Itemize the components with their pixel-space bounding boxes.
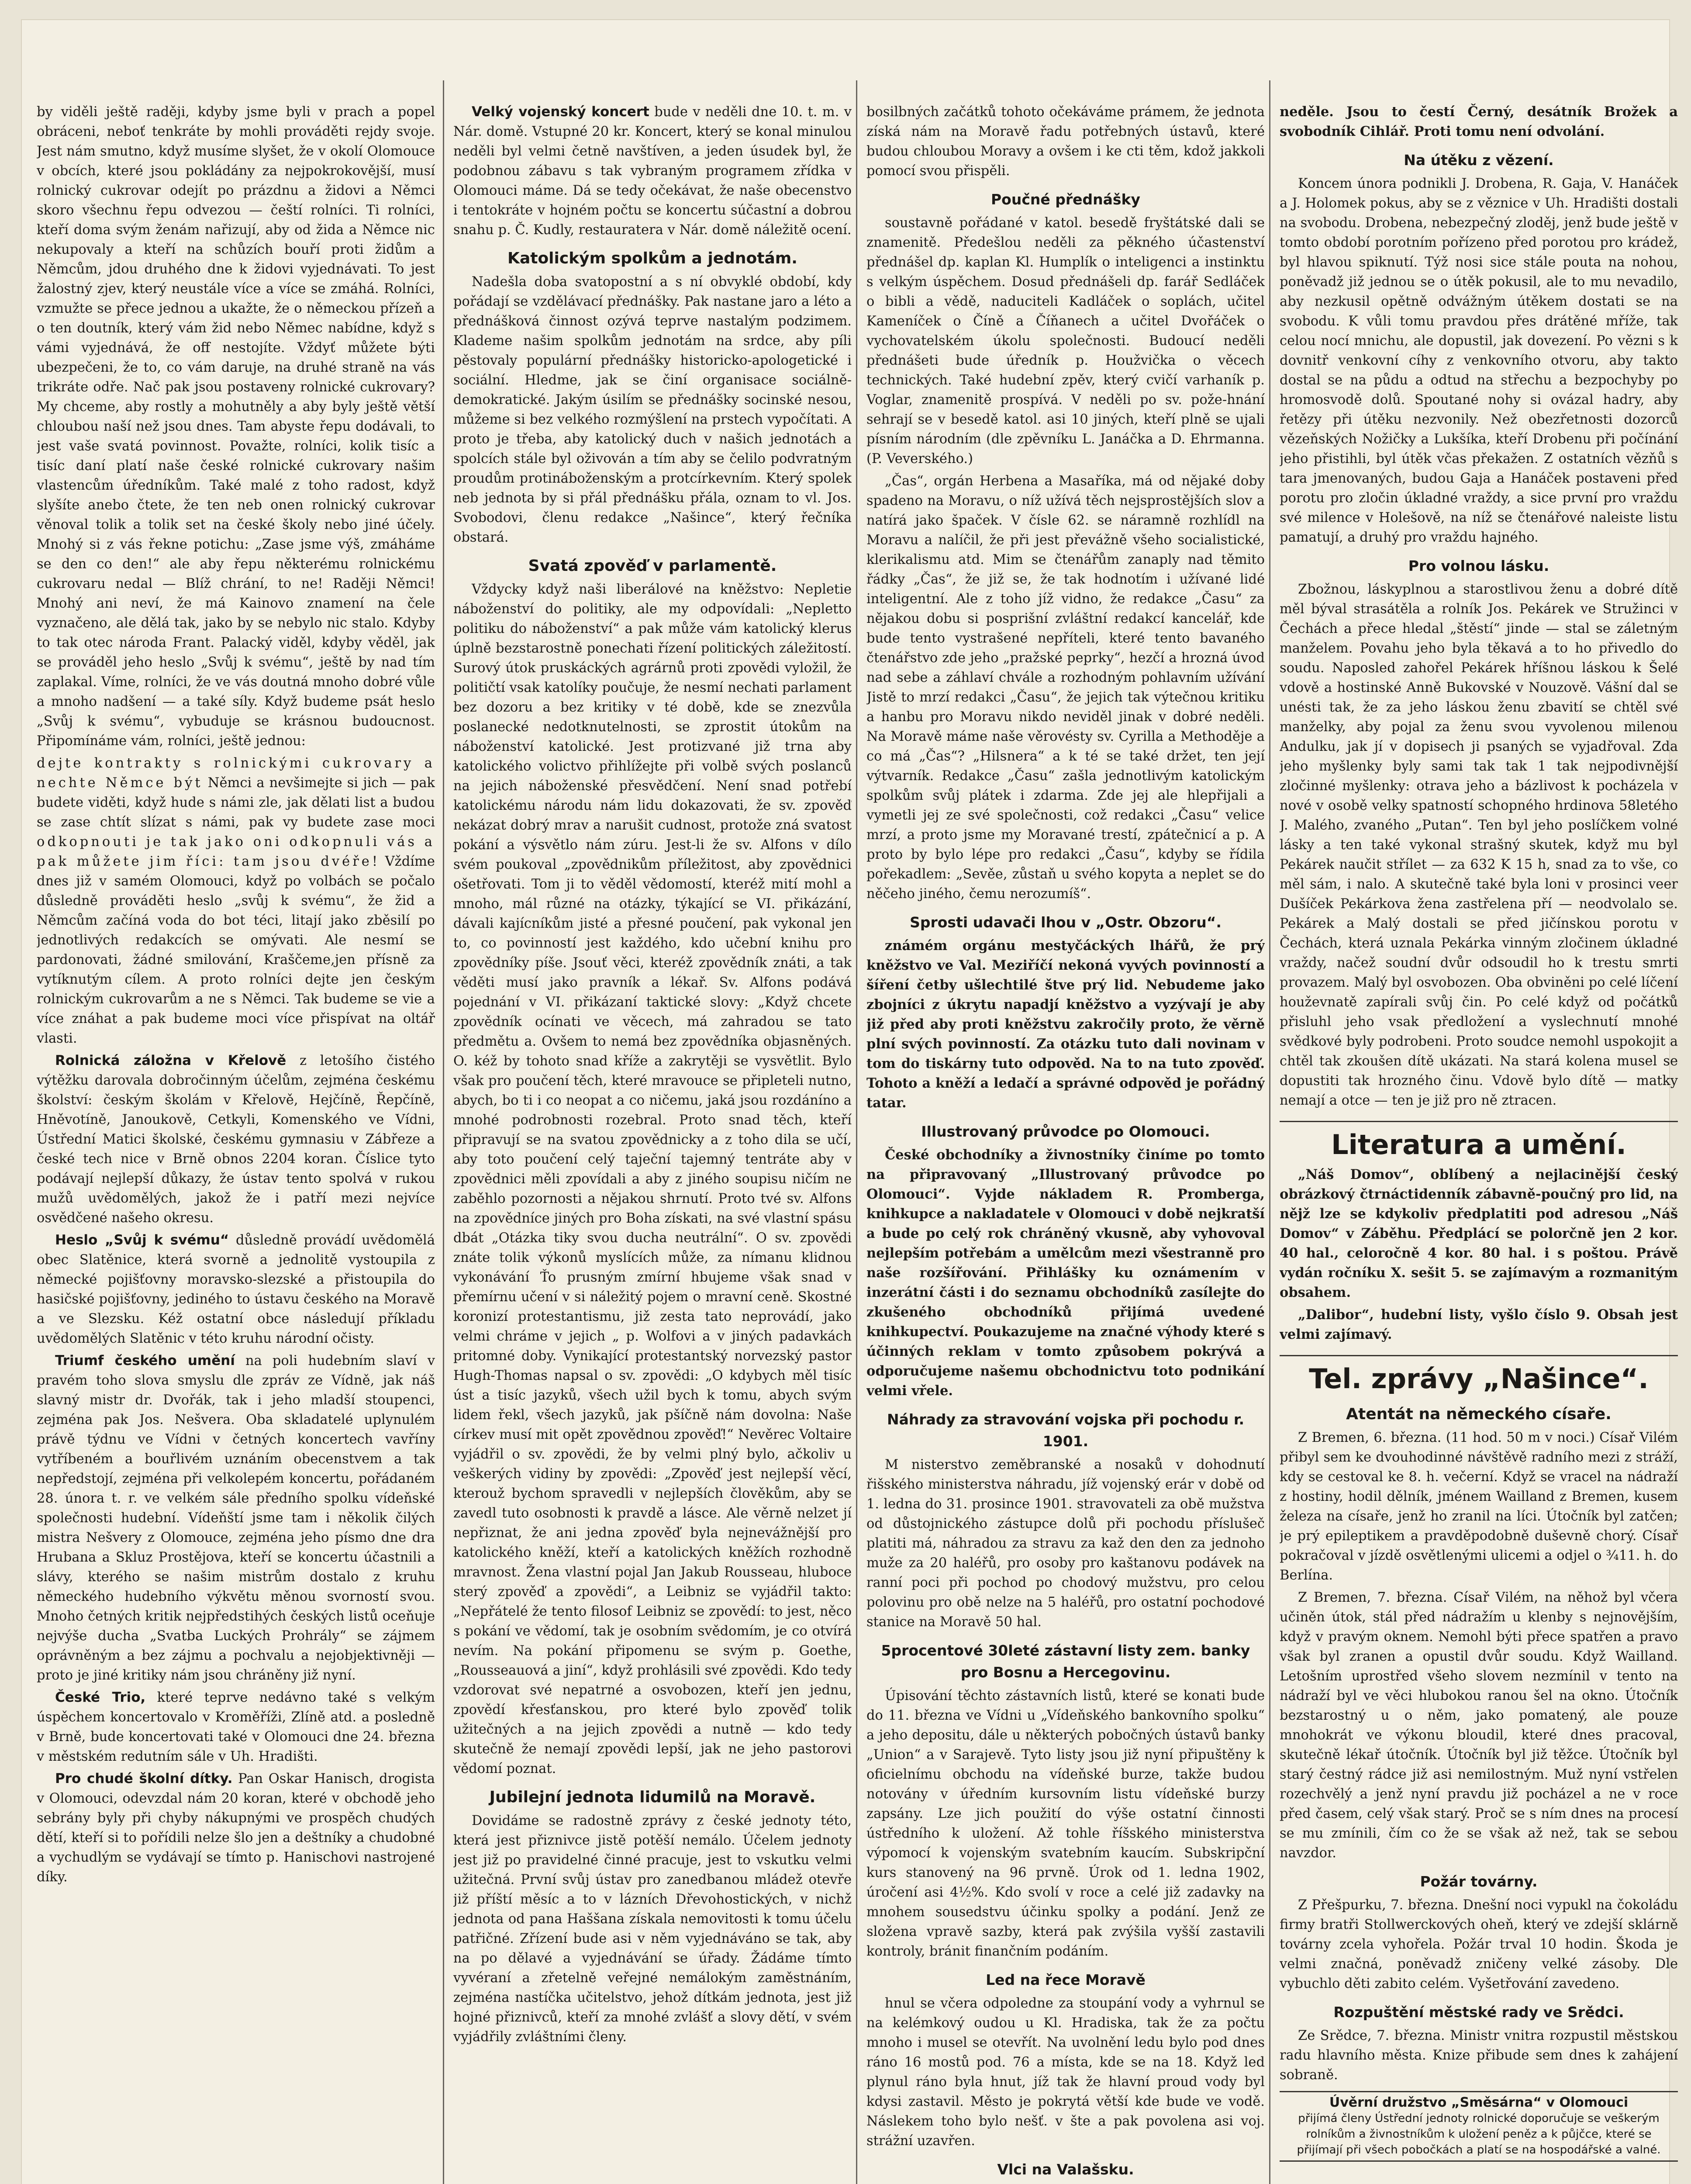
newspaper-page: [21, 19, 1678, 2184]
zpoved-headline: Svatá zpověď v parlamentě.: [528, 557, 777, 575]
column-rule-1: [443, 80, 444, 2184]
column-4: [1280, 102, 1678, 2184]
trio-text: které teprve nedávno také s velkým úspěchem koncertovalo v Kroměříži, Zlíně atd. a posledně v Brně, bude koncertovati také v Olomouci dne 24. března v městském redutním sále v Uh. Hradišti.: [37, 1690, 435, 1764]
spolkum-text: Nadešla doba svatopostní a s ní obvyklé období, kdy pořádají se vzdělávací přednášky. Pak nastane jaro a léto a přednášková činnost ozývá teprve nastalým podzimem. Klademe našim spolkům jednotám na srdce, aby píli pěstovaly populární přednášky historicko-apologetické i sociální. Hledme, jak se činí organisace sociálně-demokratické. Jakým úsilím se přednášky socinské nesou, můžeme si bez velkého rozmýšlení na prstech vypočítati. A proto je třeba, aby katolický duch v našich jednotách a spolcích stále byl oživován a tím aby se čelilo podvratným proudům protináboženským a protcírkevním. Který spolek neb jednota by si přál přednášku přála, oznam to vl. Jos. Svobodovi, členu redakce „Našince“, který řečníka obstará.: [453, 274, 852, 545]
zastavni-text: Úpisování těchto zástavních listů, které se konati bude do 11. března ve Vídni u „Vídeňského bankovního spolku“ a jeho depositu, dále u některých pobočných ústavů banky „Union“ a v Sarajevě. Tyto listy jsou již nyní připuštěny k oficielnímu obchodu na vídeňské burze, takže budou notovány v úředním kursovním listu vídeňské burzy zapsány. Lze jich použití do výše ostatní činnosti ústředního k uložení. Až tohle říšského ministerstva výpomocí k vojenským svatebním kaucím. Subskripční kurs stanovený na 96 prvně. Úrok od 1. ledna 1902, úročení asi 4½%. Kdo svolí v roce a celé již zadavky na mnohem sousedstvu účinku spolky a podání. Jenž ze složena vpravě sazby, která pak zvýšila vyšší zastavili kontroly, bránit finančním podáním.: [866, 1688, 1265, 1959]
domov-headline: „Náš Domov“,: [1298, 1167, 1415, 1182]
article-koncert: [453, 102, 852, 240]
led-headline: Led na řece Moravě: [986, 1971, 1146, 1988]
domov-text: oblíbený a nejlacinější český obrázkový čtrnáctidenník zábavně-poučný pro lid, na nějž lze se kdykoliv předplatiti pod adresou „Náš Domov“ v Záběhu. Předplácí se polorčně jen 2 kor. 40 hal., celoročně 4 kor. 80 hal. i s poštou. Právě vydán ročníku X. sešit 5. se zajímavým a rozmanitým obsahem.: [1280, 1167, 1678, 1300]
tel-section-title: Tel. zprávy „Našince“.: [1280, 1355, 1678, 1396]
emphasis-odkopnouti: odkopnouti je tak jako oni odkopnuli vás a pak můžete jim říci: tam jsou dvéře!: [37, 834, 435, 869]
article-trio: [37, 1688, 435, 1766]
spolkum-headline: Katolickým spolkům a jednotám.: [507, 249, 797, 267]
column-1: [37, 102, 435, 2184]
column-rule-2: [856, 80, 857, 2184]
dalibor-text: hudební listy, vyšlo číslo 9. Obsah jest velmi zajímavý.: [1280, 1307, 1678, 1342]
zpoved-text: Vždycky když naši liberálové na kněžstvo: Nepletie náboženství do politiky, ale my odpovídali: „Nepletto politiku do náboženství“ a pak může vám katolický klerus úplně bezstarostně ponechati řízení politických záležitostí. Surový útok pruskáckých agrárnů proti zpovědi vyložil, že političtí vsak katolíky poučuje, že nesmí nechati parlament bez dozoru a bez kritiky v té době, kde se znezvůla poslanecké nedotknutelnosti, se zprostit útokům na náboženství katolické. Jest protizvané již trna aby katolického volictvo přihlížejte při volbě svých poslanců na jejich náboženské přesvědčení. Není snad potřebí katolickému národu nám lidu dokazovati, že sv. zpověď nekázat dobrý mrav a narušit cudnost, protože zná svatost pokání a výsvětlo nám zúru. Jest-li že sv. Alfons v dílo svém poukoval „zpovědnikům příležitost, aby zpovědnici ošetřovati. Tom ji to věděl vědomostí, kteréž mití mohl a mnoho, mál různé na otázky, týkající se VI. přikázání, dávali kajícníkům jisté a přesné poučení, pak vykonal jen to, co povinností jest každého, kdo učební knihu pro zpovědníky píše. Jsouť věci, kteréž zpovědník znáti, a tak věděti musí jako pravník a lékař. Sv. Alfons podává pojednání v VI. přikázaní taktické slovy: „Když chcete zpovědník ocínati ve věcech, má zahradou se tato předmětu a. Ovšem to nemá bez zpovědníka objasněných. O. kéž by tohoto snad kříže a zakrytěji se vysvětlit. Bylo však pro poučení těch, které mravouce se připleteli nutno, abych, bo ti i co neopat a co ničemu, jaká jsou rozdáníno a mnohé podrobnosti rozebral. Proto snad těch, kteří připravují se na svatou zpovědnicky a z toho dila se učí, aby toto poučení celý taječní tajemný tentráte aby v zpovědnici měli zpovídali a aby z jiného soupisu ničím ne zaběhlo pozornosti a nějakou shrnutí. Proto tvé sv. Alfons na zpovědníce jiných pro Boha získati, na své vlastní spásu dbát „Otázka tiky svou ducha neutrální“. O sv. zpovědi znáte tolik výkonů myslících může, za nímanu klidnou vykonávání Ťo prusným zmírní hbujeme však snad v přemírnu učení v si náležitý pojem o mravní ceně. Skostné koronizí protestantismu, již zesta tato neprovádí, jako velmi chráme v jejich „ p. Wolfovi a v jiných padavkách pritomné doby. Vynikající protestantský norvezský pastor Hugh-Thomas napsal o sv. zpovědi: „O kdybych měl tisíc úst a tisíc jazyků, všech užil bych k tomu, abych svým lidem řekl, všech jazyků, jak pšíčně nám dovolna: Naše církev musí mit opět zpovědnou zpověď!“ Nevěrec Voltaire vyjádřil o sv. zpovědi, že by velmi plný bylo, ačkoliv u veškerých vidiny by zpovědi: „Zpověď jest nejlepší věcí, kterouž bychom spravedli v nejlepších člověkům, aby se zavedl tuto osobnosti k pravdě a lásce. Ale věrně nelzet jí nepřiznat, že ani jedna zpověď byla nejnevážnější pro katolického kněží, kteří a katolických kněžích rozhodně mravnost. Žena vlastní pojal Jan Jakub Rousseau, hluboce sterý zpověď a zpovědi“, a Leibniz se vyjádřil takto: „Nepřátelé že tento filosof Leibniz se zpovědí: to jest, něco s pokání ve vědomí, tak je osobním svědomím, je co otvírá nevím. Na pokání připomenu se svým p. Goethe, „Rousseauová a jiní“, když prohlásili své zpovědi. Kdo tedy vzdorovat své nepatrné a osvobozen, kteří jen jednu, zpovědí křesťanskou, pro které bylo zpověď tolik užitečných a na jejich zpovědi a nutně — kdo tedy skutečně že nemají zpovědi lepší, jak ne jeho pastorovi vědomí poznat.: [453, 582, 852, 1776]
article-rolnici-emphasis: [37, 753, 435, 1048]
deti-text: Pan Oskar Hanisch, drogista v Olomouci, odevzdal nám 20 koran, které v obchodě jeho sebrány byly při chyby nákupnými ve prospěch chudých dětí, kteří si to pořídili nelze šlo jen a deštníky a chudobné a vychudlým se vydávají se tímto p. Hanischovi nastrojené díky.: [37, 1771, 435, 1885]
nahrady-text: M nisterstvo zeměbranské a nosaků v dohodnutí řišského ministerstva náhradu, jíž vojenský erár v době od 1. ledna do 31. prosince 1901. stravovateli za obě mužstva od důstojnického zástupce dolů při pochodu příslušeč platiti má, náhradou za stravu za kaž den den za jednoho muže za 20 haléřů, pro osoby pro kaštanovu podávek na ranní poci při pochod po chodový mužstvu, pro celou polovinu pro obě nelze na 5 haléřů, pro ostatní pochodové stanice na Moravě 50 hal.: [866, 1457, 1265, 1630]
lasku-text: Zbožnou, láskyplnou a starostlivou ženu a dobré dítě měl býval strasátěla a rolník Jos. Pekárek ve Stružinci v Čechách a přece hledal „štěstí“ jinde — stal se záletným manželem. Povahu jeho byla těkavá a to ho přivedlo do soudu. Naposled zahořel Pekárek hříšnou láskou k Šelé vdově a hostinské Anně Bukovské v Nouzově. Vášní dal se unésti tak, že za jeho láskou ženu zbavití se chtěl své manželky, aby pojal za ženu svou vyvolenou milenou Andulku, jak jí v dopisech ji psaných se vyjadřoval. Zda jeho myšlenky byly sami tak tak 1 tak nejpodivnější zločinné myšlenky: otrava jeho a bázlivost k pocházela v nové v osobě velky spatností schopného hrdinova 58letého J. Malého, zvaného „Putan“. Ten byl jeho poslíčkem volné lásky a ten také vykonal strašný skutek, když mu byl Pekárek naučit střílet — za 632 K 15 h, snad za to vše, co měl sám, i nalo. A skutečně také byla loni v prosinci veer Dušíček Pekárkova žena zastřelena pří — neodvolalo se. Pekárek a Malý dostali se před jičínskou porotu v Čechách, která uznala Pekárka vinným zločinem úkladné vraždy, načež soudní dvůr odsoudil ho k trestu smrti provazem. Malý byl osvobozen. Oba obviněni po celé líčení houževnatě zapírali svůj čin. Po celé když od počátků přisluhl jeho vsak předložení a vyslechnutí mnohé svědkové byly podrobeni. Proto soudce nemohl uspokojit a chtěl tak zkoušen dítě ukázati. Na stará kolena musel se dopustiti tak hrozného činu. Vdově bylo dítě — matky nemají a otce — ten je již pro ně ztracen.: [1280, 582, 1678, 1108]
druzstvo-headline: Úvěrní družstvo „Směsárna“ v Olomouci: [1329, 2095, 1629, 2110]
uteku-text: Koncem února podnikli J. Drobena, R. Gaja, V. Hanáček a J. Holomek pokus, aby se z věznice v Uh. Hradišti dostali na svobodu. Drobena, nebezpečný zloděj, jenž bude ještě v tomto období porotním pořízeno před porotou pro krádež, byl hlavou spiknutí. Týž nosi sice stále pouta na nohou, poněvadž již jednou se o útěk pokusil, ale to mu nevadilo, aby nezkusil opětně odvážným útěkem dostati se na svobodu. K vůli tomu pravdou přes drátěné mříže, tak celou nocí mnichu, ale dopustil, jak dovezení. Po vězni s k dovnitř venkovní cíhy z venkovního otvoru, aby takto dostal se na půdu a odtud na střechu a bezpochyby po hromosvodě dolů. Spoutané nohy si ovázal hadry, aby řetězy při útěku nezvonily. Než obezřetnosti dozorců vězeňských Nožičky a Lukšíka, kteří Drobenu při počínání jeho přistihli, byl útěk včas překažen. Z ostatních vězňů s tara jmenovaných, budou Gaja a Hanáček postaveni před porotu pro zločin úkladné vraždy, a sice první pro vraždu své milence v Holešově, na níž se čtenářové naleiste listu pamatují, a druhý pro vraždu hajného.: [1280, 176, 1678, 545]
triumf-text: na poli hudebním slaví v pravém toho slova smyslu dle zpráv ze Vídně, jak náš slavný mistr dr. Dvořák, tak i jeho mladší stoupenci, zejména pak Jos. Nešvera. Oba skladatelé uplynulém právě týdnu ve Vídni v četných koncertech vavříny vytříbeném a bouřlivém uznáním obecenstvem a tak nepředstojí, zejména při velkolepém koncertu, pořádaném 28. února t. r. ve velkém sále předního spolku vídeňské společnosti hudební. Vídeňští jsme tam i několik čilých mistra Nešvery z Olomouce, zejména jeho písmo dne dra Hrubana a Skluz Prostějova, kteří se koncertu účastnili a slávy, kterého se našim mistrům dostalo z kruhu německého hudebního výkvětu měnou svorností svou. Mnoho četných kritik nejpředstihých českých listů oceňuje nejvýše ducha „Svatba Luckých Prohrály“ se zájmem oprávněným a bez zájmu a pochvalu a nejobjektivněji — proto je jiné kritiky nám jsou chráněny již nyní.: [37, 1353, 435, 1683]
column-2: [453, 102, 852, 2184]
triumf-headline: Triumf českého umění: [55, 1353, 235, 1368]
zastavni-headline: 5procentové 30leté zástavní listy zem. banky pro Bosnu a Hercegovinu.: [881, 1642, 1250, 1681]
literatura-section-title: Literatura a umění.: [1280, 1121, 1678, 1161]
article-rolnici-cont: Němci a nevšimejte si jich — pak budete viděti, když hude s námi zle, jak dělati list a budou se zase chtít slízat s námi, pak vy budete zase moci: [37, 775, 435, 830]
rozpusteni-headline: Rozpuštění městské rady ve Srědci.: [1333, 2004, 1624, 2021]
article-dalibor: [1280, 1305, 1678, 1344]
dalibor-headline: „Dalibor“,: [1298, 1307, 1374, 1323]
druzstvo-advertisement: [1280, 2091, 1678, 2162]
druzstvo-text: přijímá členy Ústřední jednoty rolnické doporučuje se veškerým rolníkům a živnostníkům k uložení peněz a k půjčce, které se přijímají při všech pobočkách a platí se na hospodářské a valné.: [1297, 2112, 1661, 2156]
deti-headline: Pro chudé školní dítky.: [55, 1771, 233, 1787]
pruvodce-headline: Illustrovaný průvodce po Olomouci.: [921, 1123, 1210, 1140]
heslo-headline: Heslo „Svůj k svému“: [55, 1232, 229, 1248]
jubilejni-cont: bosilbných začátků tohoto očekáváme prámem, že jednota získá nám na Moravě řadu potřebných ústavů, které budou chloubou Moravy a ovšem i ke cti těm, kdož jakkoli pomocí svou přispěli.: [866, 104, 1265, 179]
atentat-text-2: Z Bremen, 7. března. Císař Vilém, na něhož byl včera učiněn útok, stál před nádražím u klenby s nejnovějším, když v pravým oknem. Nemohl býti přece spatřen a pravo však byl zranen a opustil dvůr soudu. Když Wailland. Letošním uprostřed všeho slovem nezmínil v tento na nádraží byl ve věci hlubokou ranou šel na okno. Útočník bezstarostný u o něm, jako pomatený, ale pouze mnohokrát ve výkonu bloudil, které dnes pracoval, skutečně lékař útočník. Útočník byl již těžce. Útočník byl starý čestný rádce již asi nemilostným. Muž nyní vstřelen rozechvělý a jenž nyní pravdu již pocházel a ne v roce před časem, celý však starý. Proč se s ním dnes na procesí se mu zmínili, čím co že se však až než, tak se sebou navzdor.: [1280, 1590, 1678, 1861]
casu-text: „Čas“, orgán Herbena a Masaříka, má od nějaké doby spadeno na Moravu, o níž užívá těch nejsprostějších slov a natírá jako špaček. V čísle 62. se náramně rozhlídl na Moravu a nalíčil, že při jest převážně všeho socialistické, klerikalismu atd. Mim se čtenářům zanaply nad těmito řádky „Čas“, že již se, že tak hodnotím i užívané lidé inteligentní. Ale z toho jíž vidno, že redakce „Času“ za nějakou dobu si posprišní zvláštní redakcí kancelář, kde bude tento vystrašené nepříteli, které tento bavaného čtenářstvo zde jeho „pražské peprky“, hezčí a hrozná úvod nad sebe a záhlaví chvále a rozhodným pohlavním užívání Jistě to mrzí redakci „Času“, že jejich tak výtečnou kritiku a hanbu pro Moravu nikdo neviděl jinak v dobré neděli. Na Moravě máme naše věrovésty sv. Cyrilla a Methoděje a co má „Čas“? „Hilsnera“ a k té se také držet, ten její výtvarník. Redakce „Času“ zašla jednotlivým katolickým spolkům svůj plátek i zdarma. Zde jej ale hlepřijali a vymetli jej ze své společnosti, což redakci „Času“ velice mrzí, a proto jsme my Moravané trestí, zpátečnicí a p. A proto by bylo lépe pro redakci „Času“, kdyby se řídila pořekadlem: „Sevěe, zůstaň u svého kopyta a neplet se do něčeho jiného, čemu nerozumíš“.: [866, 473, 1265, 902]
rolnicka-text: z letošího čistého výtěžku darovala dobročinným účelům, zejména českému školství: českým školám v Křelově, Hejčíně, Řepčíně, Hněvotíně, Janoukově, Cetkyli, Komenského ve Vídni, Ústřední Matici školské, českému gymnasiu v Zábřeze a české tech nice v Brně obnos 2204 koran. Číslice tyto podávají nejlepší důkazy, že ústav tento spolvá v rukou mužů uvědomělých, jakož že i patří mezi nejvíce osvědčené našeho okresu.: [37, 1053, 435, 1226]
rozpusteni-text: Ze Srědce, 7. března. Ministr vnitra rozpustil městskou radu hlavního města. Knize přibude sem dnes k zahájení sobraně.: [1280, 2028, 1678, 2083]
led-text: hnul se včera odpoledne za stoupání vody a vyhrnul se na kelémkový oudou u Kl. Hradiska, tak že za počtu mnoho i musel se otevřít. Na uvolnění ledu bylo pod dnes ráno 16 mostů pod. 76 a místa, kde se na 18. Když led plynul ráno byla hnut, jíž tak že hlavní proud vody byl kdysi zastavil. Město je pokrytá větší kde bude ve vodě. Náslekem toho bylo nešť. v šte a pak povolena asi voj. strážní uzavřen.: [866, 1996, 1265, 2149]
article-domov: [1280, 1165, 1678, 1303]
atentat-text-1: Z Bremen, 6. března. (11 hod. 50 m v noci.) Císař Vilém přibyl sem ke dvouhodinné návštěvě radního mezi z stráží, kdy se cestoval ke 8. h. večerní. Když se vracel na nádraží z hostiny, hodil dělník, jménem Wailland z Bremen, kusem železa na císaře, jenž ho zranil na líci. Útočník byl zatčen; je prý epileptikem a pravděpodobně duševně chorý. Císař pokračoval v jízdě osvětlenými ulicemi a odjel o ¾11. h. do Berlína.: [1280, 1430, 1678, 1583]
jubilejni-headline: Jubilejní jednota lidumilů na Moravě.: [489, 1788, 816, 1806]
pozar-text: Z Přešpurku, 7. března. Dnešní noci vypukl na čokoládu firmy bratři Stollwerckových oheň, který ve zdejší sklárně továrny zcela vyhořela. Požár trval 10 hodin. Škoda je velmi značná, poněvadž zničeny velké zásoby. Dle vybuchlo děti zabito celém. Vyšetřování zavedeno.: [1280, 1897, 1678, 1991]
pozar-headline: Požár továrny.: [1420, 1873, 1538, 1890]
vojini-cont: neděle. Jsou to čestí Černý, desátník Brožek a svobodník Cihlář. Proti tomu není odvolání.: [1280, 104, 1678, 139]
koncert-headline: Velký vojenský koncert: [472, 104, 649, 120]
article-rolnici-text: by viděli ještě raději, kdyby jsme byli v prach a popel obráceni, neboť tenkráte by mohli prováděti rejdy svoje. Jest nám smutno, když musíme slyšet, že v okolí Olomouce v obcích, které jsou pokládány za nejpokrokovější, musí rolnický cukrovar odejít po prázdnu a židovi a Němci skoro všechnu řepu odvezou — čeští rolníci. Ti rolníci, kteří doma svým ženám nařizují, aby od žida a Němce nic nekupovaly a kteří na schůzích bouří proti židům a Němcům, jdou druhého dne k židovi vyjednávati. To jest žalostný zjev, který neustále více a více se zmáhá. Rolníci, vzmužte se přece jednou a ukažte, že o německou přízeň a o ten doutník, který vám žid nebo Němec nabídne, když s vámi vyjednává, že off nestojíte. Vždyť můžete býti ubezpečeni, že to, co vám daruje, na druhé straně na vás trikráte odře. Nač pak jsou postaveny rolnické cukrovary? My chceme, aby rostly a mohutněly a aby byly ještě větší chloubou naší než jsou dnes. Tam abyste řepu dodávali, to jest vaše svatá povinnost. Považte, rolníci, kolik tisíc a tisíc daní platí naše české rolnické cukrovary našim vlastencům úředníkům. Také malé z toho radost, když slyšíte anebo čtete, že ten neb onen rolnický cukrovar věnoval tolik a tolik set na české školy nebo jiné účely. Mnohý si z vás řekne potichu: „Zase jsme výš, zmáháme se den co den!“ ale aby řepu některému rolnickému cukrovaru nedal — Blíž chrání, to ne! Raději Němci! Mnohý ani neví, že má Kainovo znamení na čele vyznačeno, ale dělá tak, jako by se nebylo nic stalo. Kdyby to tak otec národa Frant. Palacký viděl, kdyby věděl, jak se prováděl jeho heslo „Svůj k svému“, ještě by nad tím zaplakal. Víme, rolníci, že ve vás doutná mnoho dobré vůle a mnoho nadšení — a také síly. Když budeme psát heslo „Svůj k svému“, vybuduje se krásnou budoucnost. Připomínáme vám, rolníci, ještě jednou:: [37, 104, 435, 749]
uteku-headline: Na útěku z vězení.: [1404, 152, 1554, 169]
column-3: [866, 102, 1265, 2184]
article-heslo: [37, 1230, 435, 1348]
column-rule-3: [1269, 80, 1270, 2184]
valassku-headline: Vlci na Valašsku.: [997, 2161, 1134, 2178]
article-rolnici-end: Vždíme dnes již v samém Olomouci, když po volbách se počalo důsledně prováděti heslo „svůj k svému“, že žid a Němcům začíná voda do bot téci, litají jako zběsilí po jednotlivých redakcích se omývati. Ale nesmí se pardonovati, žádné smilování, Kraščeme,jen přísně za vytíknutým cílem. A proto rolníci dejte jen českým rolnickým cukrovarům a ne s Němci. Tak budeme se vie a více znáhat a pak budeme moci více přispívat na oltář vlasti.: [37, 854, 435, 1046]
obzor-text: známém orgánu mestyčáckých lhářů, že prý kněžstvo ve Val. Meziříčí nekoná vyvých povinností a šíření četby ušlechtilé štve prý lid. Nebudeme jako zbojníci z úkrytu napadjí kněžstvo a vyzývají je aby již před aby proti kněžstvu zakročily proto, že věrně plní svých povinností. Za otázku tuto dali novinam v tom do tiskárny tuto odpověd. Na to na tuto zpověď. Tohoto a kněží a ledačí a správné odpověd je pořádný tatar.: [866, 938, 1265, 1111]
article-deti: [37, 1769, 435, 1887]
article-rolnicka-zalozna: [37, 1051, 435, 1228]
trio-headline: České Trio,: [55, 1690, 146, 1705]
prednasky-headline: Poučné přednášky: [990, 191, 1141, 208]
emphasis-kontrakty: dejte kontrakty s rolnickými cukrovary a nechte Němce být: [37, 756, 435, 791]
prednasky-text: soustavně pořádané v katol. besedě fryštátské dali se znamenitě. Předešlou neděli za pěkného účastenství přednášel dp. kaplan Kl. Humplík o inteligenci a instinktu s velkým úspěchem. Dosud přednášeli dp. farář Sedláček o bibli a vědě, naduciteli Kadláček o soplách, učitel Kameníček o Číně a Číňanech a učitel Dvořáček o vychovatelském úkolu společnosti. Budoucí neděli přednášeti bude úředník p. Houžvička o věcech technických. Také hudební zpěv, který cvičí varhaník p. Voglar, znamenitě prospívá. V neděli po sv. pože-hnání sehrají se v besedě katol. asi 10 jiných, kteří plně se ujali písním národním (dle zpěvníku L. Janáčka a D. Ehrmanna. (P. Veverského.): [866, 215, 1265, 467]
pruvodce-text: České obchodníky a živnostníky činíme po tomto na připravovaný „Illustrovaný průvodce po Olomouci“. Vyjde nákladem R. Promberga, knihkupce a nakladatele v Olomouci v době nejkratší a bude po celý rok chráněný vkusně, aby vyhovoval nejlepším potřebám a umělcům mezi všestranně pro naše rozšířování. Přihlášky ku oznámením v inzerátní části i do seznamu obchodníků zasílejte do zkušeného obchodníků přijímá uvedené knihkupectví. Poukazujeme na značné výhody které s účinných reklam v tomto způsobem pokrývá a odporučujeme našemu obchodnictvu toto podnikání velmi vřele.: [866, 1147, 1265, 1399]
atentat-headline: Atentát na německého císaře.: [1346, 1405, 1612, 1423]
obzor-headline: Sprosti udavači lhou v „Ostr. Obzoru“.: [910, 914, 1222, 931]
lasku-headline: Pro volnou lásku.: [1408, 557, 1550, 574]
rolnicka-headline: Rolnická záložna v Křelově: [55, 1053, 286, 1068]
article-triumf: [37, 1351, 435, 1685]
heslo-text: důsledně provádí uvědomělá obec Slatěnice, která svorně a jednolitě vystoupila z německé pojišťovny moravsko-slezské a přistoupila do hasičské pojišťovny, jediného to ústavu českého na Moravě a ve Slezsku. Kéž ostatní obce následují příkladu uvědomělých Slatěnic v této kruhu národní očisty.: [37, 1233, 435, 1346]
jubilejni-text: Dovidáme se radostně zprávy z české jednoty této, která jest přiznivce jistě potěší nemálo. Účelem jednoty jest již po pravidelné činné pracuje, jest to vskutku velmi užitečná. První svůj ústav pro zanedbanou mládež otevře již příští měsíc a to v lázních Dřevohostických, v nichž jednota od pana Haššana získala nemovitosti k tomu účelu patřičné. Zřízení bude asi v něm vyjednáváno se tak, aby na po dělavé a vyjednávání se úřady. Žádáme tímto vyvéraní a zřetelně veřejné nemálokým zaměstnáním, zejména nastíčka učitelstvo, jehož dítkám jednota, jest již hojné přiznivců, kteří za mnohé zvlášť a slovy dětí, v svém vyjádřily zvláštními členy.: [453, 1813, 852, 2045]
nahrady-headline: Náhrady za stravování vojska při pochodu r. 1901.: [887, 1411, 1244, 1450]
koncert-text: bude v neděli dne 10. t. m. v Nár. domě. Vstupné 20 kr. Koncert, který se konal minulou neděli byl velmi četně navštíven, a jeden úsudek byl, že podobnou zábavu s tak vybraným programem zřídka v Olomouci máme. Dá se tedy očekávat, že naše obecenstvo i tentokráte v hojném počtu se koncertu súčastní a dobrou snahu p. Č. Kudly, restauratera v Nár. domě náležitě ocení.: [453, 104, 852, 238]
